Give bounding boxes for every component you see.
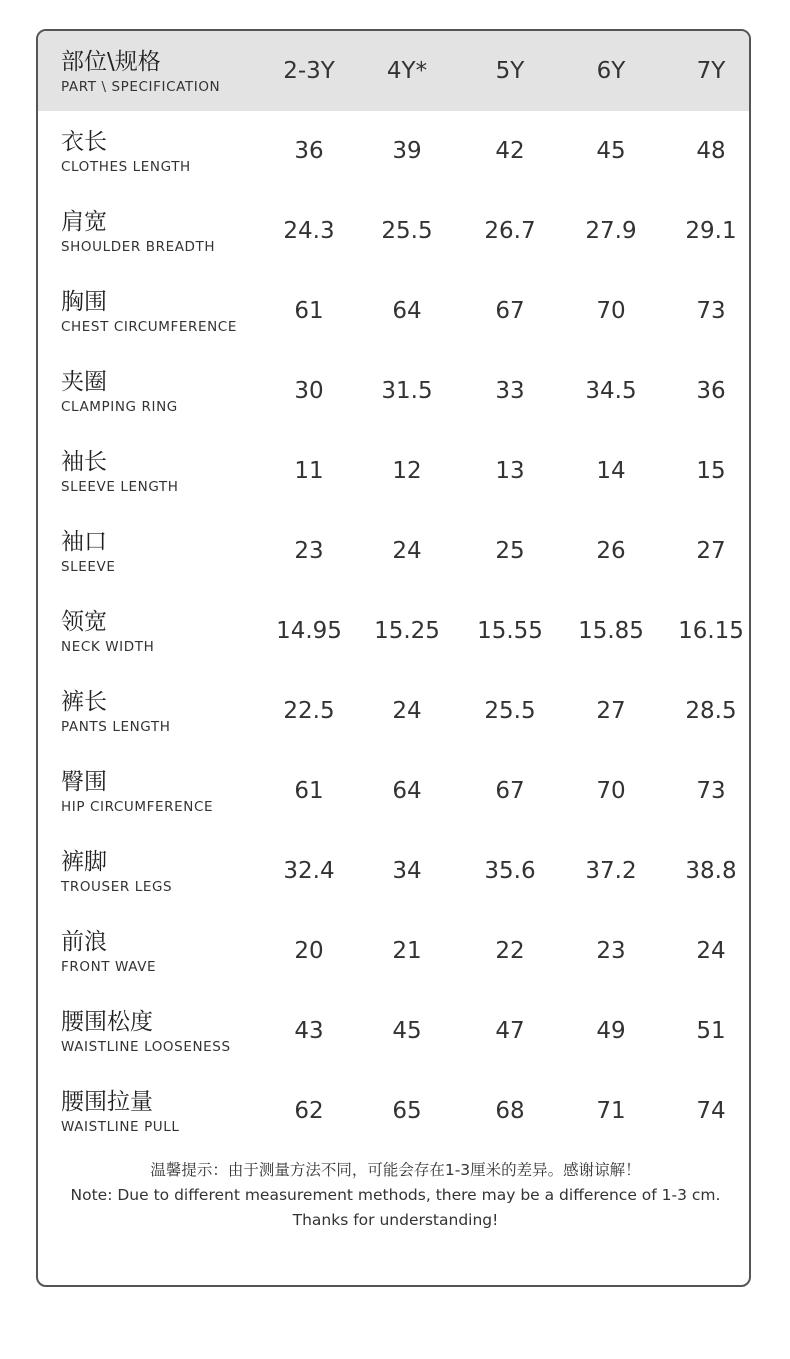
row-label-en: CHEST CIRCUMFERENCE bbox=[61, 319, 237, 335]
row-label bbox=[61, 1009, 231, 1055]
table-row bbox=[38, 671, 751, 751]
row-label-zh: 袖长 bbox=[61, 449, 107, 475]
table-cell: 64 bbox=[392, 298, 422, 324]
table-cell: 74 bbox=[696, 1098, 726, 1124]
row-label-zh: 领宽 bbox=[61, 609, 107, 635]
table-cell: 61 bbox=[294, 298, 324, 324]
table-cell: 68 bbox=[495, 1098, 525, 1124]
size-chart-card bbox=[36, 29, 751, 1287]
table-cell: 37.2 bbox=[585, 858, 637, 884]
table-cell: 61 bbox=[294, 778, 324, 804]
table-cell: 73 bbox=[696, 778, 726, 804]
table-cell: 47 bbox=[495, 1018, 525, 1044]
row-label bbox=[61, 129, 191, 175]
table-cell: 33 bbox=[495, 378, 525, 404]
table-cell: 67 bbox=[495, 778, 525, 804]
row-label-en: WAISTLINE LOOSENESS bbox=[61, 1039, 231, 1055]
table-cell: 12 bbox=[392, 458, 422, 484]
table-cell: 28.5 bbox=[685, 698, 737, 724]
table-cell: 21 bbox=[392, 938, 422, 964]
table-cell: 64 bbox=[392, 778, 422, 804]
row-label-zh: 前浪 bbox=[61, 929, 107, 955]
row-label-zh: 裤脚 bbox=[61, 849, 107, 875]
table-cell: 15.25 bbox=[374, 618, 440, 644]
row-label-zh: 袖口 bbox=[61, 529, 107, 555]
row-label-zh: 腰围松度 bbox=[61, 1009, 153, 1035]
table-header-row bbox=[38, 31, 751, 111]
table-cell: 31.5 bbox=[381, 378, 433, 404]
table-row bbox=[38, 911, 751, 991]
table-cell: 24 bbox=[696, 938, 726, 964]
row-label bbox=[61, 289, 237, 335]
table-row bbox=[38, 511, 751, 591]
table-cell: 43 bbox=[294, 1018, 324, 1044]
table-cell: 71 bbox=[596, 1098, 626, 1124]
row-label bbox=[61, 449, 179, 495]
table-cell: 45 bbox=[392, 1018, 422, 1044]
table-row bbox=[38, 1071, 751, 1151]
table-cell: 27 bbox=[596, 698, 626, 724]
row-label-en: FRONT WAVE bbox=[61, 959, 157, 975]
row-label-en: SHOULDER BREADTH bbox=[61, 239, 216, 255]
row-label bbox=[61, 769, 213, 815]
note-en-line1: Note: Due to different measurement methods, there may be a difference of 1-3 cm. bbox=[70, 1186, 721, 1204]
table-cell: 67 bbox=[495, 298, 525, 324]
table-cell: 39 bbox=[392, 138, 422, 164]
table-cell: 15 bbox=[696, 458, 726, 484]
row-label-zh: 夹圈 bbox=[61, 369, 107, 395]
table-row bbox=[38, 191, 751, 271]
table-cell: 24 bbox=[392, 698, 422, 724]
row-label-zh: 裤长 bbox=[61, 689, 107, 715]
table-cell: 70 bbox=[596, 298, 626, 324]
row-label-zh: 肩宽 bbox=[61, 209, 107, 235]
size-header: 4Y* bbox=[386, 58, 428, 84]
row-label bbox=[61, 929, 156, 975]
row-label bbox=[61, 609, 154, 655]
row-label-en: HIP CIRCUMFERENCE bbox=[61, 799, 214, 815]
header-label-en: PART \ SPECIFICATION bbox=[61, 79, 221, 95]
row-label-zh: 衣长 bbox=[61, 129, 107, 155]
table-cell: 22 bbox=[495, 938, 525, 964]
header-label bbox=[61, 49, 220, 95]
table-row bbox=[38, 831, 751, 911]
table-cell: 14 bbox=[596, 458, 626, 484]
size-header: 6Y bbox=[596, 58, 626, 84]
note-zh: 温馨提示：由于测量方法不同，可能会存在1-3厘米的差异。感谢谅解！ bbox=[150, 1161, 641, 1179]
table-cell: 62 bbox=[294, 1098, 324, 1124]
table-cell: 26 bbox=[596, 538, 626, 564]
table-cell: 51 bbox=[696, 1018, 726, 1044]
table-cell: 45 bbox=[596, 138, 626, 164]
row-label-en: TROUSER LEGS bbox=[61, 879, 173, 895]
row-label-en: PANTS LENGTH bbox=[61, 719, 171, 735]
row-label bbox=[61, 689, 170, 735]
table-cell: 15.55 bbox=[477, 618, 543, 644]
table-cell: 73 bbox=[696, 298, 726, 324]
row-label-en: SLEEVE bbox=[61, 559, 116, 575]
row-label bbox=[61, 1089, 180, 1135]
table-cell: 25.5 bbox=[381, 218, 433, 244]
table-cell: 14.95 bbox=[276, 618, 342, 644]
table-row bbox=[38, 271, 751, 351]
row-label bbox=[61, 209, 215, 255]
row-label-zh: 胸围 bbox=[61, 289, 107, 315]
size-header: 7Y bbox=[696, 58, 726, 84]
size-header: 5Y bbox=[495, 58, 525, 84]
table-cell: 42 bbox=[495, 138, 525, 164]
table-cell: 22.5 bbox=[283, 698, 335, 724]
row-label-zh: 腰围拉量 bbox=[61, 1089, 153, 1115]
row-label-en: CLAMPING RING bbox=[61, 399, 178, 415]
table-cell: 49 bbox=[596, 1018, 626, 1044]
table-cell: 70 bbox=[596, 778, 626, 804]
table-cell: 36 bbox=[696, 378, 726, 404]
table-cell: 29.1 bbox=[685, 218, 737, 244]
table-cell: 48 bbox=[696, 138, 726, 164]
row-label bbox=[61, 529, 116, 575]
table-row bbox=[38, 751, 751, 831]
row-label-en: NECK WIDTH bbox=[61, 639, 155, 655]
table-cell: 16.15 bbox=[678, 618, 744, 644]
table-cell: 25 bbox=[495, 538, 525, 564]
size-header: 2-3Y bbox=[283, 58, 335, 84]
note-en-line2: Thanks for understanding! bbox=[292, 1211, 499, 1229]
table-cell: 27.9 bbox=[585, 218, 637, 244]
table-cell: 20 bbox=[294, 938, 324, 964]
table-cell: 13 bbox=[495, 458, 525, 484]
table-cell: 38.8 bbox=[685, 858, 737, 884]
table-cell: 25.5 bbox=[484, 698, 536, 724]
row-label-en: WAISTLINE PULL bbox=[61, 1119, 180, 1135]
row-label bbox=[61, 849, 172, 895]
table-cell: 26.7 bbox=[484, 218, 536, 244]
table-cell: 15.85 bbox=[578, 618, 644, 644]
table-cell: 34 bbox=[392, 858, 422, 884]
table-row bbox=[38, 431, 751, 511]
table-cell: 23 bbox=[294, 538, 324, 564]
table-row bbox=[38, 991, 751, 1071]
table-row bbox=[38, 351, 751, 431]
header-label-zh: 部位\规格 bbox=[61, 49, 161, 75]
table-cell: 27 bbox=[696, 538, 726, 564]
table-cell: 23 bbox=[596, 938, 626, 964]
measurement-note bbox=[38, 1158, 751, 1233]
table-cell: 34.5 bbox=[585, 378, 637, 404]
table-cell: 32.4 bbox=[283, 858, 335, 884]
table-cell: 24 bbox=[392, 538, 422, 564]
table-row bbox=[38, 111, 751, 191]
table-cell: 11 bbox=[294, 458, 324, 484]
table-cell: 36 bbox=[294, 138, 324, 164]
row-label bbox=[61, 369, 178, 415]
row-label-en: SLEEVE LENGTH bbox=[61, 479, 179, 495]
table-cell: 65 bbox=[392, 1098, 422, 1124]
table-cell: 35.6 bbox=[484, 858, 536, 884]
table-cell: 30 bbox=[294, 378, 324, 404]
table-row bbox=[38, 591, 751, 671]
row-label-zh: 臀围 bbox=[61, 769, 107, 795]
row-label-en: CLOTHES LENGTH bbox=[61, 159, 191, 175]
table-cell: 24.3 bbox=[283, 218, 335, 244]
